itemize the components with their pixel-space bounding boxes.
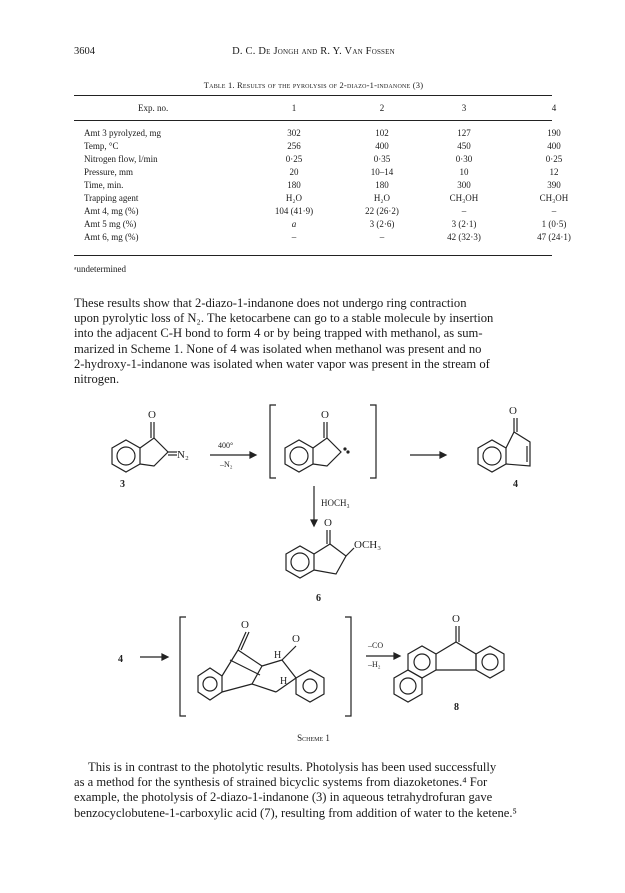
table-cell: 10 [459,167,469,177]
table-cell: – [461,206,467,216]
compound-8-structure [394,613,504,702]
table-cell: 3 (2·1) [451,219,477,229]
n2-label: N₂ [177,449,189,461]
paragraph-line: These results show that 2-diazo-1-indanone does not undergo ring contraction [74,296,467,310]
table-cell: Temp, °C [84,141,119,151]
table-cell: 0·35 [373,154,391,164]
arrow-head [250,452,256,458]
table-caption: Table 1. Results of the pyrolysis of 2-diazo-1-indanone (3) [203,80,424,90]
table-cell: Amt 5 mg (%) [84,219,137,229]
table-header-cell: 1 [291,103,297,113]
table-cell: 20 [289,167,299,177]
arrow-condition-bottom: –N₂ [220,460,233,469]
oxygen-label: O [324,517,332,529]
table-cell: 104 (41·9) [274,206,314,216]
running-title: D. C. De Jongh and R. Y. Van Fossen [232,46,395,57]
page-number: 3604 [74,46,95,57]
table-cell: – [551,206,557,216]
table-cell: 127 [457,128,471,138]
table-footnote: ᵃundetermined [74,264,126,274]
scheme-caption: Scheme 1 [297,733,330,743]
table-cell: 102 [375,128,389,138]
arrow-head [162,654,168,660]
table-cell: 256 [287,141,301,151]
oxygen-label: O [321,409,329,421]
hydrogen-label: H [274,650,282,661]
arrow-condition-top: 400° [218,441,234,450]
arrow-head [311,520,317,526]
compound-6-label: 6 [316,593,321,604]
compound-3-structure [112,409,189,472]
ketocarbene-intermediate [270,405,376,478]
table-cell: CH₃OH [539,193,569,203]
table-cell: 0·30 [455,154,473,164]
compound-4-label: 4 [118,654,123,665]
table-cell: 180 [375,180,389,190]
table-cell: 302 [287,128,301,138]
table-cell: Trapping agent [84,193,139,203]
paragraph-line: marized in Scheme 1. None of 4 was isolated when methanol was present and no [74,341,482,356]
table-cell: 400 [547,141,561,151]
table-cell: H₂O [373,193,391,203]
paragraph-line: upon pyrolytic loss of N₂. The ketocarbene can go to a stable molecule by insertion [74,311,494,326]
compound-6-structure [286,517,381,578]
table-cell: Nitrogen flow, l/min [84,154,158,164]
table-cell: – [291,232,297,242]
table-cell: 10–14 [370,167,394,177]
table-cell: 47 (24·1) [537,232,571,242]
dimer-intermediate [180,617,351,716]
paragraph-line: This is in contrast to the photolytic results. Photolysis has been used successfully [88,760,497,774]
paragraph-line: 2-hydroxy-1-indanone was isolated when water vapor was present in the stream of [74,356,490,371]
compound-4-structure [478,405,530,472]
paragraph-line: benzocyclobutene-1-carboxylic acid (7), resulting from addition of water to the ketene.⁵ [74,805,517,820]
arrow-condition-bottom: –H₂ [368,660,381,669]
table-cell: 0·25 [545,154,563,164]
oxygen-label: O [452,613,460,625]
table-cell: 300 [457,180,471,190]
oxygen-label: O [241,619,249,631]
table-cell: 400 [375,141,389,151]
och3-label: OCH₃ [354,539,382,551]
arrow-head [440,452,446,458]
table-cell: 42 (32·3) [447,232,481,242]
table-cell: 12 [549,167,559,177]
table-cell: CH₃OH [449,193,479,203]
compound-4-label: 4 [513,479,518,490]
table-cell: Amt 3 pyrolyzed, mg [84,128,161,138]
table-header-cell: Exp. no. [138,103,169,113]
arrow-head [394,653,400,659]
paragraph-line: nitrogen. [74,372,120,387]
arrow-condition-top: –CO [368,641,384,650]
table-cell: – [379,232,385,242]
compound-3-label: 3 [120,479,125,490]
oxygen-label: O [509,405,517,417]
oxygen-label: O [292,633,300,645]
table-cell: Amt 4, mg (%) [84,206,139,216]
table-cell: 450 [457,141,471,151]
paragraph-line: into the adjacent C-H bond to form 4 or by being trapped with methanol, as sum- [74,326,483,341]
oxygen-label: O [148,409,156,421]
table-cell: Amt 6, mg (%) [84,232,139,242]
paragraph-2 [74,760,552,821]
hydrogen-label: H [280,676,288,687]
table-cell: H₂O [285,193,303,203]
table-cell: 180 [287,180,301,190]
table-cell: a [291,219,297,229]
table-cell: Pressure, mm [84,167,133,177]
compound-8-label: 8 [454,702,459,713]
paragraph-line: as a method for the synthesis of strained bicyclic systems from diazoketones.⁴ For [74,775,488,790]
table-header-cell: 4 [551,103,557,113]
table-cell: 0·25 [285,154,303,164]
arrow-reagent: HOCH₃ [321,498,350,508]
table-cell: 3 (2·6) [369,219,395,229]
table-cell: 390 [547,180,561,190]
table-cell: 190 [547,128,561,138]
paragraph-line: example, the photolysis of 2-diazo-1-indanone (3) in aqueous tetrahydrofuran gave [74,790,493,805]
table-cell: Time, min. [84,180,124,190]
table-header-cell: 3 [461,103,467,113]
table-header-cell: 2 [379,103,385,113]
table-cell: 1 (0·5) [541,219,567,229]
table-cell: 22 (26·2) [365,206,399,216]
